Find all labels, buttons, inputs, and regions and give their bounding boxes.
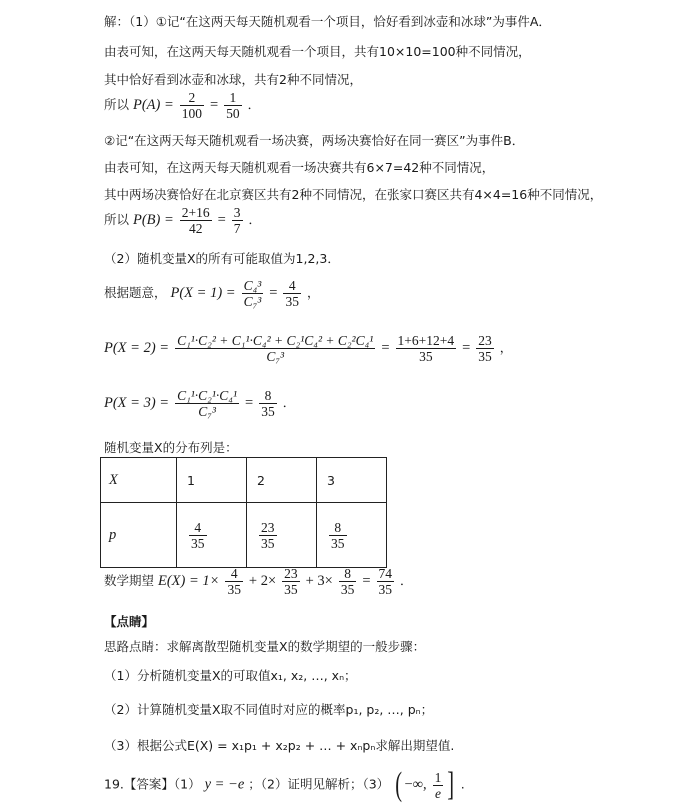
fraction: $\frac{\text{C₁¹·C₂² + C₁¹·C₄² + C₂¹C₄² + C₂²C₄¹}}{\text{C₇³}}$ [177, 333, 374, 364]
solution-line-13: 随机变量X的分布列是： [104, 440, 238, 455]
solution-line-2: 由表可知，在这两天每天随机观看一个项目，共有10×10=100种不同情况， [104, 44, 531, 59]
formula-pb: 所以 P(B) = $\frac{2+16}{42}$ = $\frac{3}{7}$ ． [104, 205, 262, 236]
solution-line-7: 其中两场决赛恰好在北京赛区共有2种不同情况，在张家口赛区共有4×4=16种不同情况， [104, 187, 603, 202]
fraction: $\frac{23}{35}$ [284, 566, 298, 597]
fraction: $\frac{8}{35}$ [340, 566, 355, 597]
fraction: $\frac{1}{50}$ [226, 90, 240, 121]
distribution-table [100, 457, 387, 568]
table-cell: $\frac{23}{35}$ [247, 503, 317, 568]
table-cell: $\frac{4}{35}$ [177, 503, 247, 568]
fraction: $\frac{2}{100}$ [181, 90, 203, 121]
formula-px1: 根据题意， P(X = 1) = $\frac{\text{C₄³}}{\text{C₇³}}$ = $\frac{4}{35}$ ， [104, 278, 320, 309]
table-row [101, 503, 387, 568]
step-3: （3）根据公式E(X) = x₁p₁ + x₂p₂ + … + xₙpₙ求解出期望值. [104, 738, 455, 753]
formula-lhs: P(A) = [133, 97, 174, 113]
fraction: $\frac{4}{35}$ [285, 278, 299, 309]
formula-pa: 所以 P(A) = $\frac{2}{100}$ = $\frac{1}{50}$ ． [104, 90, 261, 121]
fraction: $\frac{4}{35}$ [227, 566, 241, 597]
fraction: $\frac{2+16}{42}$ [181, 205, 210, 236]
formula-prefix: 所以 [104, 97, 130, 112]
table-cell: 1 [177, 458, 247, 503]
fraction: $\frac{\text{C₄³}}{\text{C₇³}}$ [243, 278, 262, 309]
table-cell: X [101, 458, 177, 503]
section-heading-tip: 【点睛】 [104, 614, 155, 629]
solution-line-1: 解：（1）①记“在这两天每天随机观看一个项目，恰好看到冰壶和冰球”为事件A． [104, 14, 551, 29]
solution-line-3: 其中恰好看到冰壶和冰球，共有2种不同情况， [104, 72, 362, 87]
formula-px2: P(X = 2) = $\frac{\text{C₁¹·C₂² + C₁¹·C₄² + C₂¹C₄² + C₂²C₄¹}}{\text{C₇³}}$ = $\frac{1+6+12+4}{35}$ = $\frac{23}{35}$ ， [104, 333, 513, 364]
formula-expectation: 数学期望 E(X) = 1× $\frac{4}{35}$ + 2× $\frac{23}{35}$ + 3× $\frac{8}{35}$ = $\frac{74}{35}$ ． [104, 566, 413, 597]
solution-line-16: 思路点睛：求解离散型随机变量X的数学期望的一般步骤： [104, 639, 426, 654]
table-cell: p [101, 503, 177, 568]
answer-19: 19.【答案】（1） y = −e ；（2）证明见解析；（3） ( −∞, $\frac{1}{e}$ ] . [104, 766, 465, 803]
fraction: $\frac{23}{35}$ [478, 333, 492, 364]
table-row [101, 458, 387, 503]
fraction: $\frac{1}{e}$ [434, 769, 442, 801]
solution-line-5: ②记“在这两天每天随机观看一场决赛，两场决赛恰好在同一赛区”为事件B． [104, 133, 525, 148]
solution-line-6: 由表可知，在这两天每天随机观看一场决赛共有6×7=42种不同情况， [104, 160, 495, 175]
table-cell: 3 [317, 458, 387, 503]
fraction: $\frac{1+6+12+4}{35}$ [397, 333, 455, 364]
solution-line-9: （2）随机变量X的所有可能取值为1,2,3． [104, 251, 340, 266]
step-2: （2）计算随机变量X取不同值时对应的概率p₁, p₂, …, pₙ； [104, 702, 434, 717]
table-cell: $\frac{8}{35}$ [317, 503, 387, 568]
fraction: $\frac{8}{35}$ [261, 388, 275, 419]
fraction: $\frac{3}{7}$ [233, 205, 241, 236]
formula-px3: P(X = 3) = $\frac{\text{C₁¹·C₂¹·C₄¹}}{\text{C₇³}}$ = $\frac{8}{35}$ ． [104, 388, 296, 419]
fraction: $\frac{\text{C₁¹·C₂¹·C₄¹}}{\text{C₇³}}$ [177, 388, 238, 419]
table-cell: 2 [247, 458, 317, 503]
step-1: （1）分析随机变量X的可取值x₁, x₂, …, xₙ； [104, 668, 357, 683]
fraction: $\frac{74}{35}$ [378, 566, 392, 597]
